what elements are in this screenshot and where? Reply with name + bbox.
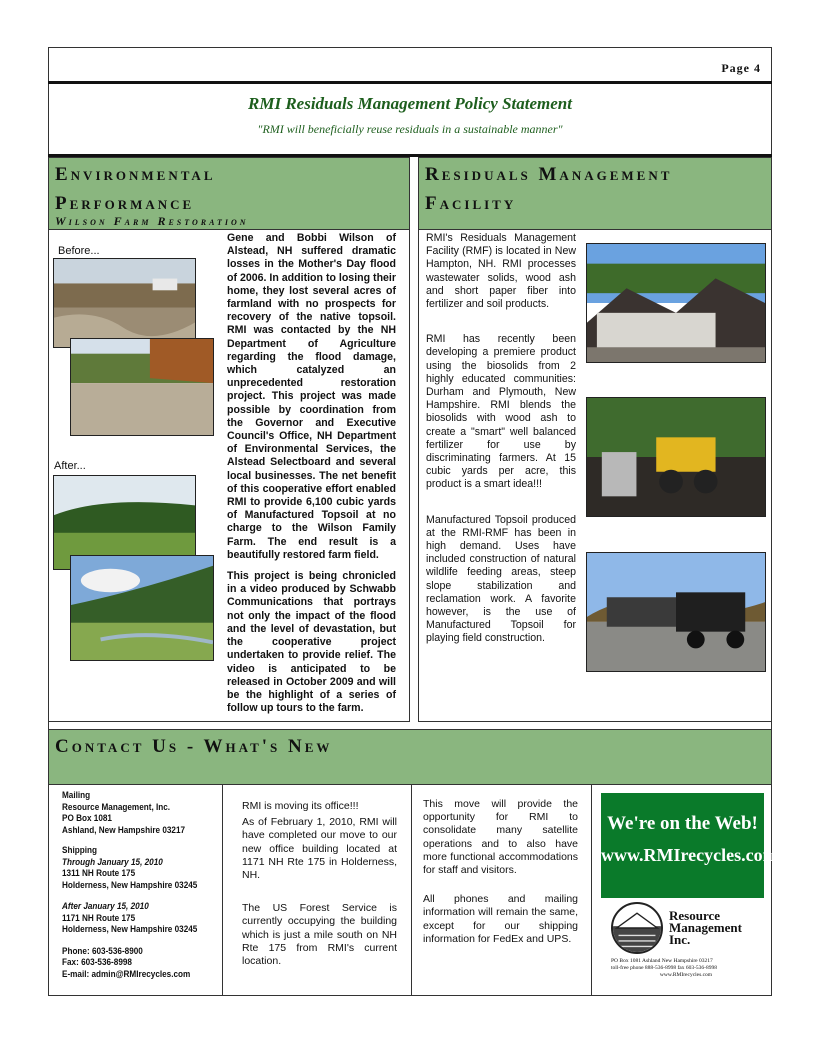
web-banner-heading: We're on the Web!	[607, 813, 758, 834]
move-announcement: RMI is moving its office!!!	[242, 800, 359, 812]
after-photo-2	[70, 555, 214, 661]
logo-name-line-1: Resource	[669, 908, 721, 923]
logo-address-line-1: PO Box 1081 Ashland New Hampshire 03217	[611, 958, 713, 964]
shipping-line-2: Holderness, New Hampshire 03245	[62, 879, 198, 891]
logo-address	[611, 958, 761, 979]
contact-col3	[423, 798, 578, 954]
web-banner[interactable]	[601, 793, 778, 898]
logo-name-line-2: Management	[669, 920, 742, 935]
shipping-line-3: 1171 NH Route 175	[62, 912, 136, 924]
env-paragraph-2: This project is being chronicled in a video produced by Schwabb Communications that portrays not only the impact of the flood and the level of devastation, but the cooperative project undertaken to provide relief. The video is anticipated to be released in October 2009 and will be the highlight of a series of follow up tours to the farm.	[227, 570, 396, 715]
facility-photo-loader	[586, 397, 766, 517]
after-label: After...	[54, 460, 86, 472]
shipping-line-1: 1311 NH Route 175	[62, 868, 136, 879]
email: E-mail: admin@RMIrecycles.com	[62, 968, 191, 980]
facility-photo-truck	[586, 552, 766, 672]
phones-note: All phones and mailing information will remain the same, except for our shipping information for FedEx and UPS.	[423, 893, 578, 945]
logo-name-line-3: Inc.	[669, 932, 691, 947]
before-label: Before...	[58, 245, 100, 257]
move-details: As of February 1, 2010, RMI will have completed our move to our new office building located at 1171 NH Rte 175 in Holderness, NH.	[242, 816, 397, 882]
policy-subtitle: "RMI will beneficially reuse residuals in a sustainable manner"	[257, 122, 563, 136]
env-body	[227, 232, 396, 723]
logo-address-line-2: toll-free phone 888-536-8998 fax 603-536-8998	[611, 965, 718, 971]
shipping-line-4: Holderness, New Hampshire 03245	[62, 924, 198, 935]
page-number: Page 4	[721, 61, 761, 75]
mailing-line-2: PO Box 1081	[62, 813, 112, 824]
shipping-after: After January 15, 2010	[62, 901, 149, 912]
fax: Fax: 603-536-8998	[62, 957, 132, 968]
logo-emblem-icon	[611, 902, 663, 954]
env-title-line2: Performance	[55, 193, 195, 214]
res-section-header	[418, 157, 772, 230]
contact-col2	[242, 800, 397, 976]
env-paragraph-1: Gene and Bobbi Wilson of Alstead, NH suffered dramatic losses in the Mother's Day flood of 2006. In addition to losing their home, they lost several acres of farmland with no prospects for recovery of the native topsoil. RMI was contacted by the NH Department of Agriculture regarding the flood damage, which catalyzed an unprecedented restoration project. This project was made possible by coordination from the Governor and Executive Council's Office, NH Department of Environmental Services, the Alstead Selectboard and several local businesses. The net benefit of this cooperative effort enabled RMI to provide 6,100 cubic yards of Manufactured Topsoil at no charge to the Wilson Family Farm. The end result is a beautifully restored farm field.	[227, 232, 396, 561]
contact-header: Contact Us - What's New	[48, 729, 772, 785]
res-paragraph-3: Manufactured Topsoil produced at the RMI-RMF has been in high demand. Uses have included construction of natural wildlife feeding areas, steep slope stabilization and reclamation work. A favorite however, is the use of Manufactured Topsoil for playing field construction.	[426, 513, 576, 645]
env-title-line1: Environmental	[55, 164, 216, 185]
before-photo-2	[70, 338, 214, 436]
mailing-heading: Mailing	[62, 790, 91, 801]
env-section-header	[48, 157, 410, 230]
mailing-block	[62, 790, 208, 980]
res-paragraph-2: RMI has recently been developing a premiere product using the biosolids from 2 highly educated communities: Durham and Plymouth, New Hampshire. RMI blends the biosolids with wood ash to create a "smart" well balanced fertilizer for use by discriminating farmers. At 15 cubic yards per acre, this product is a smart idea!!!	[426, 333, 576, 491]
divider-1	[222, 785, 223, 996]
res-paragraph-1: RMI's Residuals Management Facility (RMF) is located in New Hampton, NH. RMI processes wastewater solids, wood ash and short paper fiber into fertilizer and soil products.	[426, 232, 576, 311]
logo-company-name	[669, 910, 742, 946]
policy-title: RMI Residuals Management Policy Statement	[248, 94, 572, 113]
logo-address-line-3: www.RMIrecycles.com	[659, 972, 713, 978]
divider-3	[591, 785, 592, 996]
web-banner-url[interactable]: www.RMIrecycles.com	[601, 845, 778, 865]
shipping-heading: Shipping	[62, 845, 97, 856]
before-photo-1	[53, 258, 196, 348]
forest-service-note: The US Forest Service is currently occupying the building which is just a mile south on NH Rte 175 from RMI's current location.	[242, 902, 397, 968]
res-title-line2: Facility	[425, 193, 517, 214]
shipping-through: Through January 15, 2010	[62, 856, 163, 868]
res-title-line1: Residuals Management	[425, 164, 673, 185]
top-rule	[48, 81, 772, 84]
move-opportunity: This move will provide the opportunity for RMI to consolidate many satellite operations and to also have more functional accommodations for staff and visitors.	[423, 798, 578, 877]
res-body	[426, 232, 576, 654]
env-subtitle: Wilson Farm Restoration	[55, 214, 249, 228]
divider-2	[411, 785, 412, 996]
company-logo	[611, 902, 761, 992]
mailing-line-3: Ashland, New Hampshire 03217	[62, 824, 186, 836]
facility-photo-piles	[586, 243, 766, 363]
mailing-line-1: Resource Management, Inc.	[62, 801, 171, 813]
phone: Phone: 603-536-8900	[62, 945, 143, 957]
